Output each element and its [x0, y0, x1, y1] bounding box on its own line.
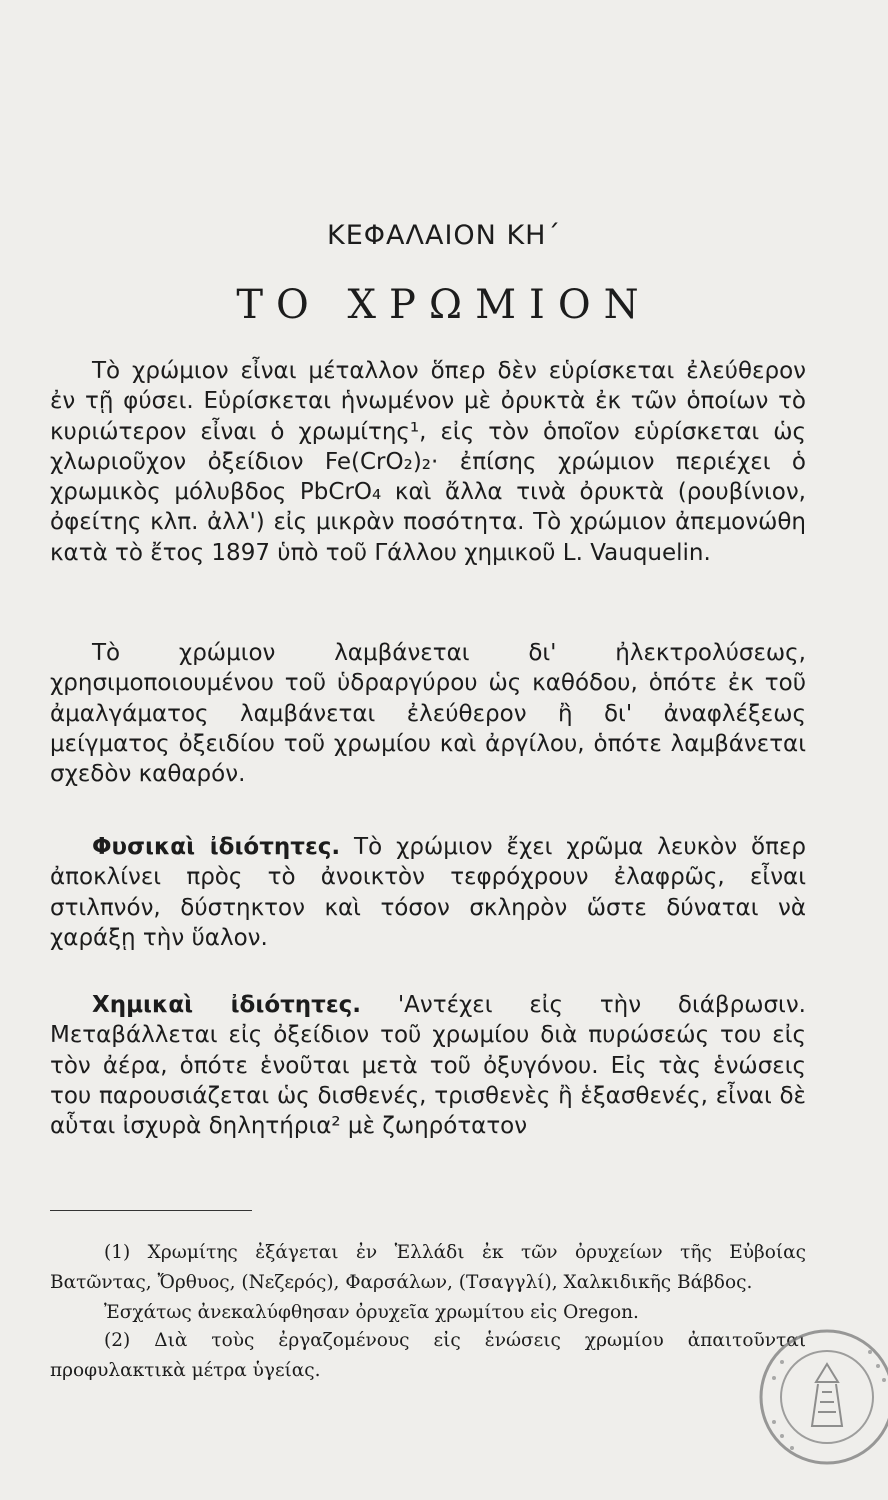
section-heading: Χημικαὶ ἰδιότητες. [92, 992, 362, 1018]
paragraph-occurrence [50, 356, 806, 568]
section-heading: Φυσικαὶ ἰδιότητες. [92, 834, 341, 860]
chapter-title: ΤΟ ΧΡΩΜΙΟΝ [236, 282, 652, 328]
paragraph-preparation [50, 638, 806, 789]
footnote-text: (1) Χρωμίτης ἐξάγεται ἐν Ἑλλάδι ἐκ τῶν ὀρυχείων τῆς Εὐβοίας Βατῶντας, Ὄρθυος, (Νεζερός), Φαρσάλων, (Τσαγγλί), Χαλκιδικῆς Βάβδος. [50, 1242, 806, 1293]
footnote-text: (2) Διὰ τοὺς ἐργαζομένους εἰς ἑνώσεις χρωμίου ἀπαιτοῦνται προφυλακτικὰ μέτρα ὑγείας. [50, 1330, 806, 1381]
footnote-divider [50, 1210, 252, 1211]
footnote-text: Ἐσχάτως ἀνεκαλύφθησαν ὀρυχεῖα χρωμίτου εἰς Oregon. [104, 1302, 639, 1323]
library-stamp-icon [752, 1322, 888, 1472]
paragraph-text: Τὸ χρώμιον εἶναι μέταλλον ὅπερ δὲν εὑρίσκεται ἐλεύθερον ἐν τῇ φύσει. Εὑρίσκεται ἡνωμένον μὲ ὀρυκτὰ ἐκ τῶν ὁποίων τὸ κυριώτερον εἶναι ὁ χρωμίτης¹, εἰς τὸν ὁποῖον εὑρίσκεται ὡς χλωριοῦχον ὀξείδιον Fe(CrO₂)₂· ἐπίσης χρώμιον περιέχει ὁ χρωμικὸς μόλυβδος PbCrO₄ καὶ ἄλλα τινὰ ὀρυκτὰ (ρουβίνιον, ὀφείτης κλπ. ἀλλ') εἰς μικρὰν ποσότητα. Τὸ χρώμιον ἀπεμονώθη κατὰ τὸ ἔτος 1897 ὑπὸ τοῦ Γάλλου χημικοῦ L. Vauquelin. [50, 358, 806, 566]
paragraph-physical-properties [50, 832, 806, 953]
paragraph-text: Τὸ χρώμιον ἔχει χρῶμα λευκὸν ὅπερ ἀποκλίνει πρὸς τὸ ἀνοικτὸν τεφρόχρουν ἐλαφρῶς, εἶναι στιλπνόν, δύστηκτον καὶ τόσον σκληρὸν ὥστε δύναται νὰ χαράξῃ τὴν ὕαλον. [50, 834, 806, 951]
paragraph-text: Τὸ χρώμιον λαμβάνεται δι' ἠλεκτρολύσεως, χρησιμοποιουμένου τοῦ ὑδραργύρου ὡς καθόδου, ὁπότε ἐκ τοῦ ἀμαλγάματος λαμβάνεται ἐλεύθερον ἢ δι' ἀναφλέξεως μείγματος ὀξειδίου τοῦ χρωμίου καὶ ἀργίλου, ὁπότε λαμβάνεται σχεδὸν καθαρόν. [50, 640, 806, 788]
chapter-label: ΚΕΦΑΛΑΙΟΝ ΚΗ΄ [327, 220, 561, 251]
paragraph-chemical-properties [50, 990, 806, 1141]
paragraph-text: 'Αντέχει εἰς τὴν διάβρωσιν. Μεταβάλλεται εἰς ὀξείδιον τοῦ χρωμίου διὰ πυρώσεώς του εἰς τὸν ἀέρα, ὁπότε ἑνοῦται μετὰ τοῦ ὀξυγόνου. Εἰς τὰς ἑνώσεις του παρουσιάζεται ὡς δισθενές, τρισθενὲς ἢ ἑξασθενές, εἶναι δὲ αὗται ἰσχυρὰ δηλητήρια² μὲ ζωηρότατον [50, 992, 806, 1140]
footnote-1 [50, 1238, 806, 1328]
footnote-2 [50, 1326, 806, 1386]
